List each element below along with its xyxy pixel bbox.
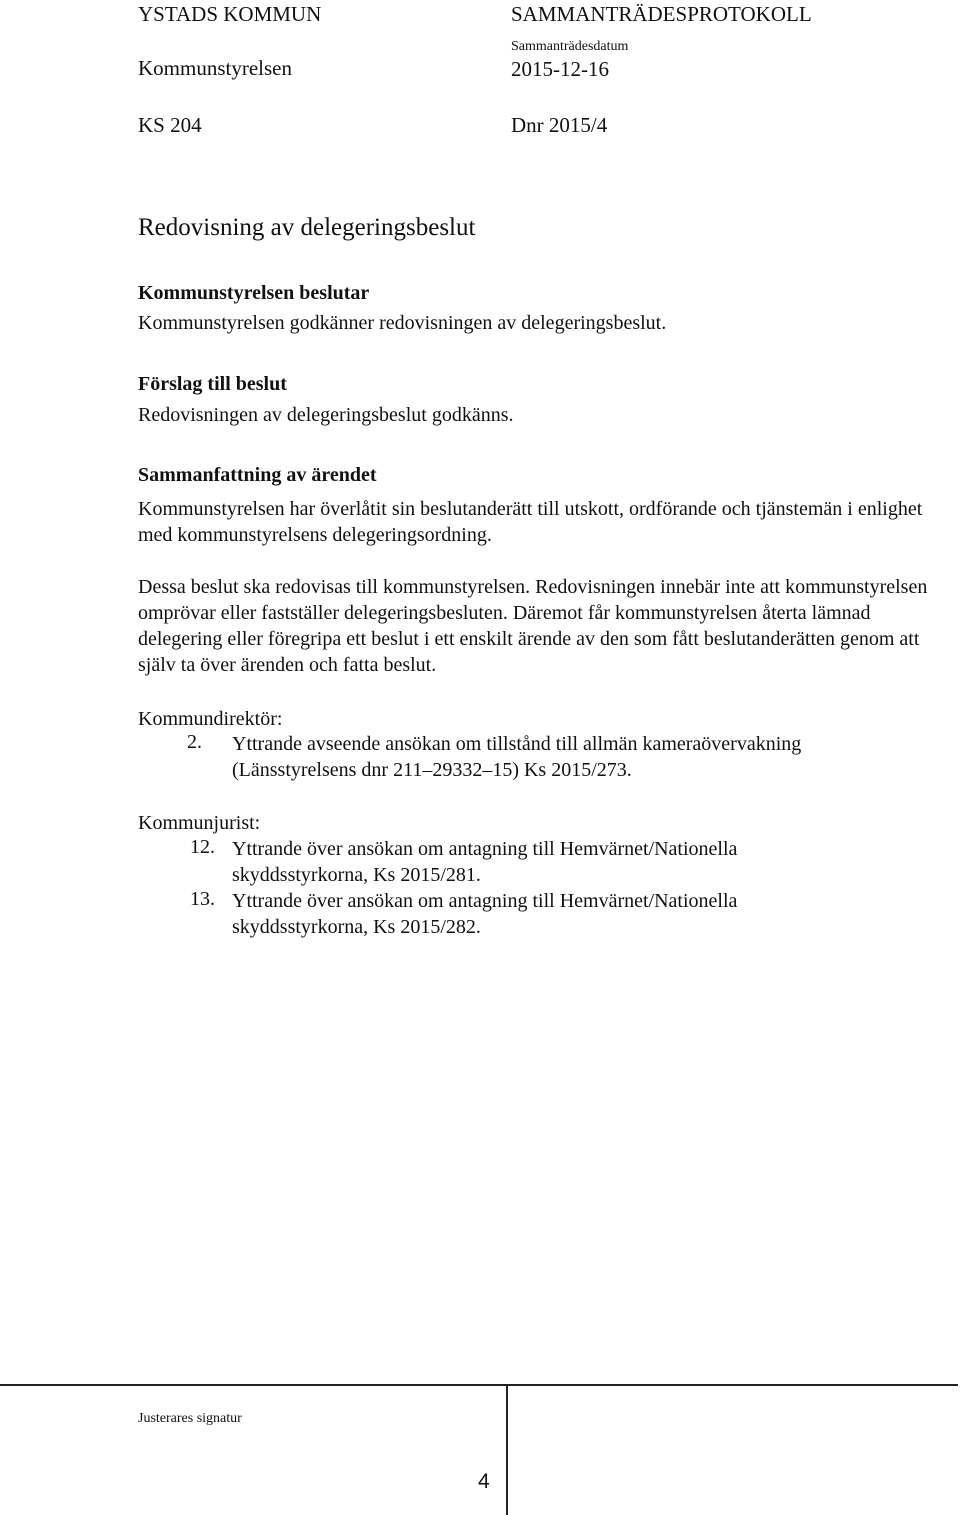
summary-paragraph-1: Kommunstyrelsen har överlåtit sin beslutanderätt till utskott, ordförande och tjänstemän i enlighet med kommunstyrelsens delegeringsordning. — [138, 498, 923, 546]
list-item-line: skyddsstyrkorna, Ks 2015/282. — [232, 916, 481, 938]
diary-number: Dnr 2015/4 — [511, 113, 608, 137]
meeting-date-label: Sammanträdesdatum — [511, 39, 629, 54]
committee-name: Kommunstyrelsen — [138, 56, 292, 80]
list-item-line: Yttrande över ansökan om antagning till Hemvärnet/Nationella — [232, 838, 738, 860]
footer-divider — [0, 1384, 958, 1386]
meeting-date: 2015-12-16 — [511, 57, 609, 81]
footer-vertical-divider — [506, 1385, 508, 1515]
list-item-line: Yttrande avseende ansökan om tillstånd till allmän kameraövervakning — [232, 733, 802, 755]
decision-text: Kommunstyrelsen godkänner redovisningen av delegeringsbeslut. — [138, 312, 667, 334]
proposal-text: Redovisningen av delegeringsbeslut godkänns. — [138, 404, 514, 426]
case-id: KS 204 — [138, 113, 202, 137]
list-item-text — [232, 836, 952, 888]
summary-paragraph-2: Dessa beslut ska redovisas till kommunstyrelsen. Redovisningen innebär inte att kommunstyrelsen omprövar eller fastställer delegeringsbesluten. Däremot får kommunstyrelsen återta lämnad delegering eller föregripa ett beslut i ett enskilt ärende av den som fått beslutanderätten genom att själv ta över ärenden och fatta beslut. — [138, 576, 928, 676]
summary-heading: Sammanfattning av ärendet — [138, 464, 377, 486]
group-label-lawyer: Kommunjurist: — [138, 812, 261, 834]
document-type: SAMMANTRÄDESPROTOKOLL — [511, 2, 812, 26]
list-item-line: skyddsstyrkorna, Ks 2015/281. — [232, 864, 481, 886]
list-item-number: 12. — [190, 836, 215, 858]
list-item-number: 2. — [187, 731, 202, 753]
proposal-heading: Förslag till beslut — [138, 373, 287, 395]
decision-heading: Kommunstyrelsen beslutar — [138, 282, 370, 304]
page-number: 4 — [478, 1470, 490, 1493]
org-name: YSTADS KOMMUN — [138, 2, 322, 26]
list-item-number: 13. — [190, 888, 215, 910]
page-title: Redovisning av delegeringsbeslut — [138, 214, 476, 241]
list-item-line: (Länsstyrelsens dnr 211–29332–15) Ks 2015/273. — [232, 759, 632, 781]
list-item-text — [232, 731, 952, 783]
signature-label: Justerares signatur — [138, 1411, 242, 1426]
list-item-line: Yttrande över ansökan om antagning till Hemvärnet/Nationella — [232, 890, 738, 912]
group-label-director: Kommundirektör: — [138, 708, 283, 730]
list-item-text — [232, 888, 952, 940]
